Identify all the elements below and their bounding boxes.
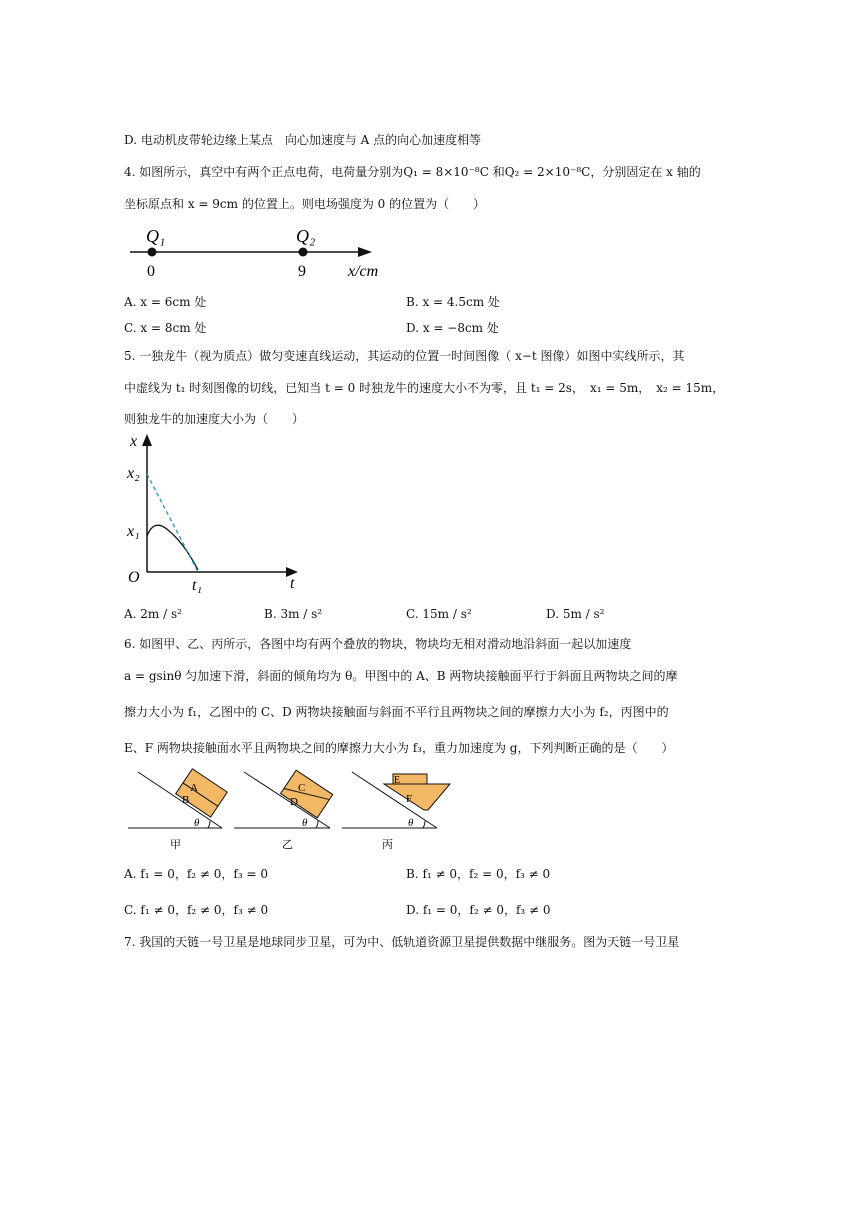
block-d-label: D [290, 796, 298, 808]
x2-label: x₂ [127, 465, 140, 482]
angle-arc [208, 821, 210, 828]
q6-option-a: A. f₁ = 0，f₂ ≠ 0，f₃ = 0 [124, 867, 269, 881]
q4-option-c: C. x = 8cm 处 [124, 321, 207, 335]
q6-stem-line1: 6. 如图甲、乙、丙所示，各图中均有两个叠放的物块，物块均无相对滑动地沿斜面一起以加速度 [124, 637, 632, 651]
position-curve [147, 525, 198, 570]
q4-stem-line1: 4. 如图所示，真空中有两个正点电荷，电荷量分别为Q₁ = 8×10⁻⁸C 和Q₂ = 2×10⁻⁸C，分别固定在 x 轴的 [124, 165, 701, 179]
x-axis-label: x/cm [348, 263, 379, 280]
q5-option-a: A. 2m / s² [124, 607, 182, 621]
q6-option-d: D. f₁ = 0，f₂ ≠ 0，f₃ ≠ 0 [406, 903, 551, 917]
angle-label: θ [302, 817, 308, 829]
prev-option-d: D. 电动机皮带轮边缘上某点 向心加速度与 A 点的向心加速度相等 [124, 133, 482, 147]
q4-option-d: D. x = −8cm 处 [406, 321, 499, 335]
q4-option-b: B. x = 4.5cm 处 [406, 295, 500, 309]
q6-stem-line2: a = gsinθ 匀加速下滑，斜面的倾角均为 θ。甲图中的 A、B 两物块接触面平行于斜面且两物块之间的摩 [124, 669, 678, 683]
charge-q2-dot [299, 248, 308, 257]
t-axis-label: t [290, 575, 295, 592]
block-a-label: A [190, 782, 198, 794]
q5-option-c: C. 15m / s² [406, 607, 472, 621]
q5-stem-line3: 则独龙牛的加速度大小为（ ） [124, 412, 305, 426]
angle-label: θ [408, 817, 414, 829]
caption-yi: 乙 [282, 839, 293, 851]
caption-jia: 甲 [170, 839, 181, 851]
charge-q1-label: Q₁ [146, 226, 166, 246]
block-c-label: C [298, 782, 306, 794]
x-axis-arrow-icon [358, 247, 372, 257]
q6-stem-line3: 擦力大小为 f₁，乙图中的 C、D 两物块接触面与斜面不平行且两物块之间的摩擦力大小为 f₂，丙图中的 [124, 705, 669, 719]
q6-figure-bing [340, 766, 455, 856]
q4-stem-line2: 坐标原点和 x = 9cm 的位置上。则电场强度为 0 的位置为（ ） [124, 197, 486, 211]
tangent-dashed-line [147, 474, 198, 572]
q5-option-b: B. 3m / s² [264, 607, 323, 621]
q5-option-d: D. 5m / s² [546, 607, 605, 621]
q4-option-a: A. x = 6cm 处 [124, 295, 207, 309]
angle-arc [316, 821, 318, 828]
q7-stem-line1: 7. 我国的天链一号卫星是地球同步卫星，可为中、低轨道资源卫星提供数据中继服务。图为天链一号卫星 [124, 935, 680, 949]
block-e-label: E [394, 775, 401, 786]
charge-q1-position: 0 [147, 263, 155, 280]
charge-q2-label: Q₂ [296, 226, 316, 246]
q6-option-b: B. f₁ ≠ 0，f₂ = 0，f₃ ≠ 0 [406, 867, 551, 881]
charge-q1-dot [148, 248, 157, 257]
q5-xt-graph [120, 430, 310, 595]
q6-figure-yi [232, 766, 342, 856]
q6-stem-line4: E、F 两物块接触面水平且两物块之间的摩擦力大小为 f₃，重力加速度为 g，下列判断正确的是（ ） [124, 741, 674, 755]
q5-stem-line2: 中虚线为 t₁ 时刻图像的切线，已知当 t = 0 时独龙牛的速度大小不为零，且 t₁ = 2s， x₁ = 5m， x₂ = 15m， [124, 381, 725, 395]
x1-label: x₁ [127, 523, 140, 540]
block-b-label: B [182, 794, 190, 806]
q6-figure-jia [126, 766, 236, 856]
origin-label: O [128, 569, 140, 586]
y-axis-label: x [130, 433, 138, 450]
caption-bing: 丙 [382, 839, 393, 851]
q5-stem-line1: 5. 一独龙牛（视为质点）做匀变速直线运动，其运动的位置一时间图像（ x−t 图像）如图中实线所示，其 [124, 349, 685, 363]
block-f [384, 784, 450, 810]
charge-q2-position: 9 [298, 263, 306, 280]
q6-option-c: C. f₁ ≠ 0，f₂ ≠ 0，f₃ ≠ 0 [124, 903, 269, 917]
block-f-label: F [406, 793, 413, 805]
angle-arc [423, 821, 425, 828]
t1-label: t₁ [192, 577, 203, 594]
angle-label: θ [194, 817, 200, 829]
q4-axis-figure [120, 222, 400, 282]
x-axis-arrow-icon [142, 434, 152, 446]
